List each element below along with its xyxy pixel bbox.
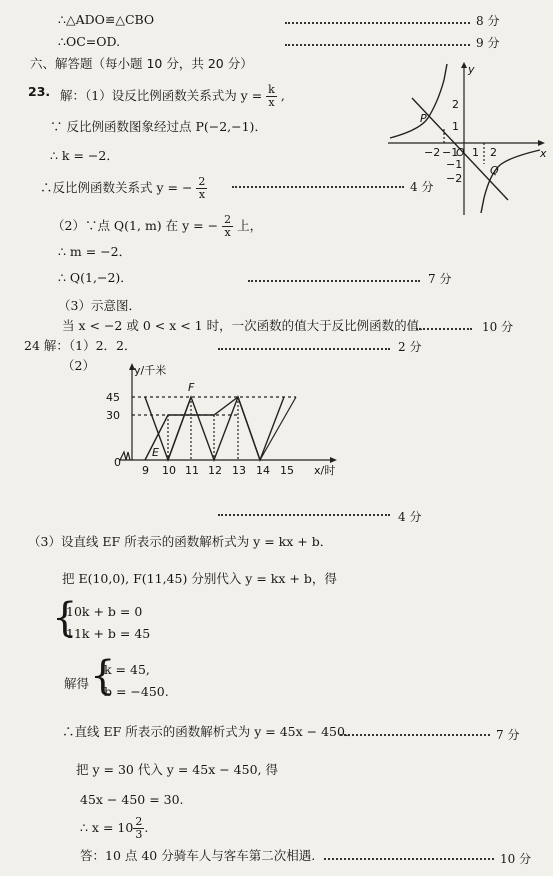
y-tick-label: 30 — [106, 409, 120, 422]
q24-sub-30: 把 y = 30 代入 y = 45x − 450, 得 — [76, 762, 278, 777]
score-4b: 4 分 — [398, 510, 422, 524]
section-heading: 六、解答题（每小题 10 分，共 20 分） — [30, 56, 253, 71]
q23-part1-text: 解：（1）设反比例函数关系式为 y = — [60, 88, 263, 103]
score-8: 8 分 — [476, 14, 500, 28]
score-leader — [232, 186, 404, 188]
q23-part2: （2）∵点 Q(1, m) 在 y = − $\frac{2}{x}$ 上， — [52, 213, 263, 239]
q24-answer: 答：10 点 40 分骑车人与客车第二次相遇. — [80, 848, 316, 863]
score-leader — [340, 734, 490, 736]
x-tick-label: 14 — [256, 464, 270, 477]
tick-label: −1 — [446, 158, 463, 171]
solution-k: k = 45, — [104, 662, 150, 677]
q23-part1: 解：（1）设反比例函数关系式为 y = $\frac{k}{x}$ , — [60, 83, 285, 109]
score-9: 9 分 — [476, 36, 500, 50]
point-e-label: E — [152, 446, 159, 459]
solution-b: b = −450. — [104, 684, 169, 699]
score-leader — [218, 348, 390, 350]
x-tick-label: 9 — [142, 464, 149, 477]
point-q-label: Q — [490, 164, 499, 177]
inverse-function-graph — [380, 60, 550, 220]
tick-label: 2 — [490, 146, 497, 159]
q24-ef-function: ∴直线 EF 所表示的函数解析式为 y = 45x − 450． — [62, 724, 358, 739]
score-7: 7 分 — [428, 272, 452, 286]
q23-function: ∴反比例函数关系式 y = − $\frac{2}{x}$ — [40, 175, 206, 201]
axis-label: y — [468, 63, 475, 76]
tick-label: −1 — [442, 146, 459, 159]
axis-break — [120, 452, 130, 460]
score-7b: 7 分 — [496, 728, 520, 742]
route-line — [260, 397, 296, 460]
q23-part3: （3）示意图． — [58, 298, 141, 313]
point-f-label: F — [188, 381, 195, 394]
score-leader — [285, 44, 470, 46]
score-leader — [416, 328, 472, 330]
score-leader — [218, 514, 390, 516]
x-tick-label: 15 — [280, 464, 294, 477]
score-leader — [324, 858, 494, 860]
score-2: 2 分 — [398, 340, 422, 354]
x-tick-label: 10 — [162, 464, 176, 477]
question-number-23: 23. — [28, 84, 51, 99]
equation-2: 11k + b = 45 — [66, 626, 151, 641]
x-tick-label: 11 — [185, 464, 199, 477]
point-p-label: P — [420, 112, 427, 125]
q23-conclusion: 当 x < −2 或 0 < x < 1 时，一次函数的值大于反比例函数的值． — [62, 318, 432, 333]
q23-point-p: ∵ 反比例函数图象经过点 P(−2,−1)． — [50, 119, 267, 134]
score-leader — [248, 280, 420, 282]
q24-equation: 45x − 450 = 30. — [80, 792, 184, 807]
brace-system-2: { — [90, 653, 116, 699]
tick-label: −2 — [446, 172, 463, 185]
x-axis-arrow — [330, 457, 337, 463]
score-10b: 10 分 — [500, 852, 532, 866]
q23-point-q: ∴ Q(1,−2)． — [58, 270, 133, 285]
q24-part1: 24 解：（1）2．2． — [24, 338, 137, 353]
score-leader — [285, 22, 470, 24]
fraction-k-over-x: $\frac{k}{x}$ — [268, 83, 275, 109]
q23-k-value: ∴ k = −2． — [50, 148, 119, 163]
line-oc-od: ∴OC=OD. — [58, 34, 121, 49]
line-congruent: ∴△ADO≌△CBO — [58, 12, 155, 27]
q24-part2: （2） — [62, 358, 95, 373]
y-tick-label: 45 — [106, 391, 120, 404]
q23-m-value: ∴ m = −2． — [58, 244, 132, 259]
origin-label: O — [456, 146, 465, 159]
q24-part3: （3）设直线 EF 所表示的函数解析式为 y = kx + b． — [28, 534, 333, 549]
line-ef — [168, 397, 191, 460]
score-4: 4 分 — [410, 180, 434, 194]
axis-label: x — [540, 147, 547, 160]
y-axis-label: y/千米 — [134, 364, 167, 377]
q24-x-value: ∴ x = 10 $\frac{2}{3}$ . — [80, 815, 149, 841]
x-axis-label: x/时 — [314, 464, 336, 477]
x-tick-label: 12 — [208, 464, 222, 477]
tick-label: 2 — [452, 98, 459, 111]
distance-time-graph — [100, 360, 360, 480]
tick-label: 1 — [472, 146, 479, 159]
tick-label: −2 — [424, 146, 441, 159]
q24-substitute: 把 E(10,0), F(11,45) 分别代入 y = kx + b，得 — [62, 571, 337, 586]
equation-1: 10k + b = 0 — [66, 604, 143, 619]
origin-label: 0 — [114, 456, 121, 469]
x-tick-label: 13 — [232, 464, 246, 477]
score-10: 10 分 — [482, 320, 514, 334]
tick-label: 1 — [452, 120, 459, 133]
solve-label: 解得 — [64, 676, 90, 691]
x-axis-arrow — [538, 140, 545, 146]
brace-system-1: { — [52, 595, 78, 641]
y-axis-arrow — [461, 62, 467, 68]
